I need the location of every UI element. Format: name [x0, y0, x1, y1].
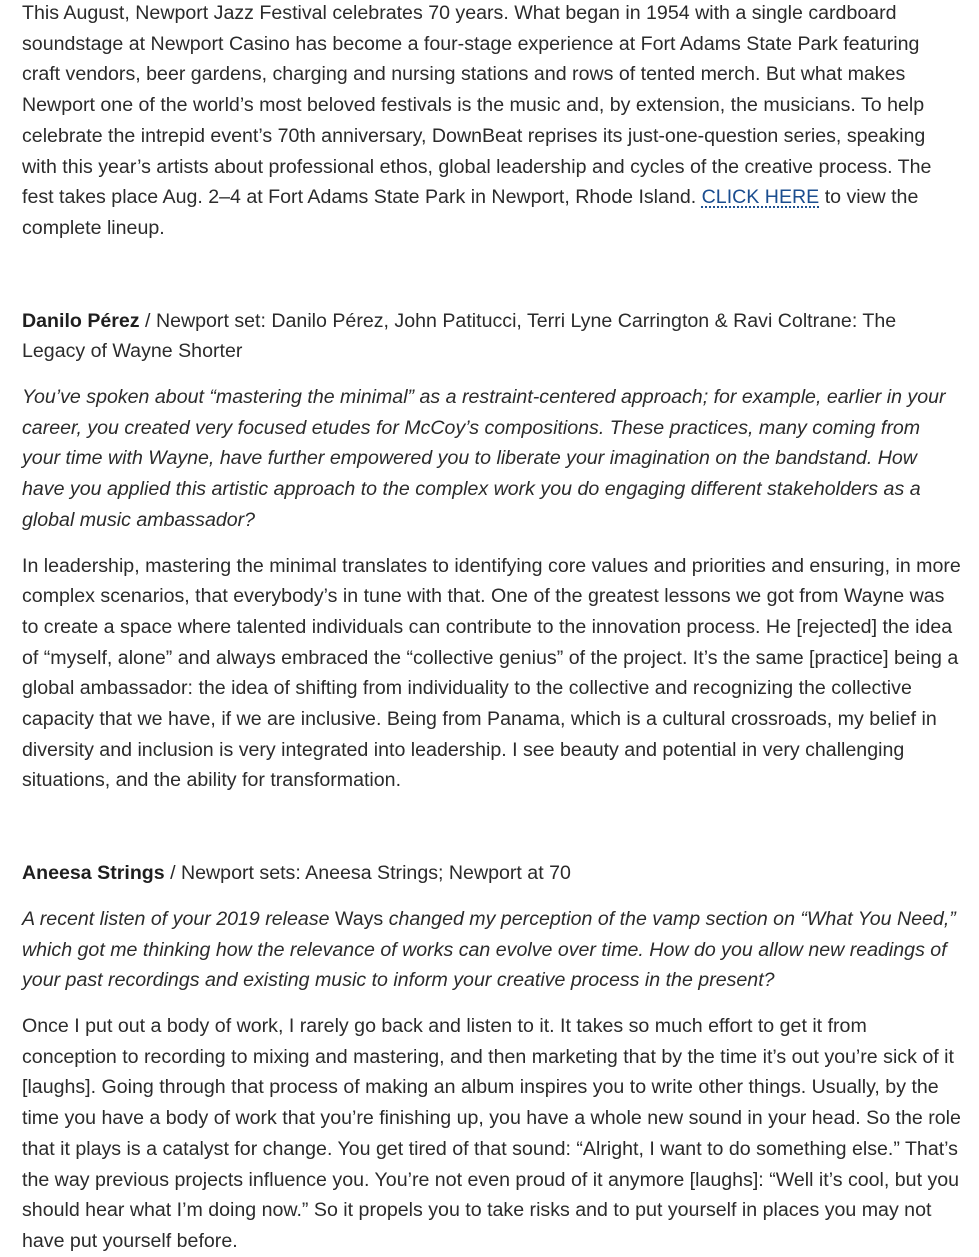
- question-text-continued: changed my perception of the vamp section on “What You Need,” which got me thinking how the relevance of works can evolve over time. How do you allow new readings of your past recordings and existing music to inform your creative process in the present?: [22, 907, 956, 992]
- artist-name: Aneesa Strings: [22, 862, 165, 885]
- intro-text-after-link: to view the complete lineup.: [22, 186, 919, 239]
- artist-name: Danilo Pérez: [22, 309, 140, 332]
- intro-text: This August, Newport Jazz Festival celebrates 70 years. What began in 1954 with a single cardboard soundstage at Newport Casino has become a four-stage experience at Fort Adams State Park featuring craft vendors, beer gardens, charging and nursing stations and rows of tented merch. But what makes Newport one of the world’s most beloved festivals is the music and, by extension, the musicians. To help celebrate the intrepid event’s 70th anniversary, DownBeat reprises its just-one-question series, speaking with this year’s artists about professional ethos, global leadership and cycles of the creative process. The fest takes place Aug. 2–4 at Fort Adams State Park in Newport, Rhode Island.: [22, 2, 932, 209]
- interview-answer: In leadership, mastering the minimal translates to identifying core values and priorities and ensuring, in more complex scenarios, that everybody’s in tune with that. One of the greatest lessons we got from Wayne was to create a space where talented individuals can contribute to the innovation process. He [rejected] the idea of “myself, alone” and always embraced the “collective genius” of the project. It’s the same [practice] being a global ambassador: the idea of shifting from individuality to the collective and recognizing the collective capacity that we have, if we are inclusive. Being from Panama, which is a cultural crossroads, my belief in diversity and inclusion is very integrated into leadership. I see beauty and potential in very challenging situations, and the ability for transformation.: [22, 554, 961, 792]
- set-info: / Newport set: Danilo Pérez, John Patitucci, Terri Lyne Carrington & Ravi Coltrane: The Legacy of Wayne Shorter: [22, 309, 897, 363]
- set-info: / Newport sets: Aneesa Strings; Newport at 70: [164, 862, 571, 885]
- album-title: Ways: [334, 907, 384, 930]
- interview-heading-strings: [22, 858, 962, 889]
- interview-heading-perez: [22, 306, 962, 367]
- lineup-link[interactable]: CLICK HERE: [701, 186, 820, 209]
- intro-paragraph: [22, 0, 962, 244]
- article-body: [22, 0, 962, 1257]
- interview-question: You’ve spoken about “mastering the minimal” as a restraint-centered approach; for example, earlier in your career, you created very focused etudes for McCoy’s compositions. These practices, many coming from your time with Wayne, have further empowered you to liberate your imagination on the bandstand. How have you applied this artistic approach to the complex work you do engaging different stakeholders as a global music ambassador?: [22, 386, 946, 531]
- question-text: A recent listen of your 2019 release: [22, 907, 330, 930]
- interview-question: [22, 904, 962, 996]
- interview-answer: Once I put out a body of work, I rarely go back and listen to it. It takes so much effort to get it from conception to recording to mixing and mastering, and then marketing that by the time it’s out you’re sick of it [laughs]. Going through that process of making an album inspires you to write other things. Usually, by the time you have a body of work that you’re finishing up, you have a whole new sound in your head. So the role that it plays is a catalyst for change. You get tired of that sound: “Alright, I want to do something else.” That’s the way previous projects influence you. You’re not even proud of it anymore [laughs]: “Well it’s cool, but you should hear what I’m doing now.” So it propels you to take risks and to put yourself in places you may not have put yourself before.: [22, 1014, 961, 1252]
